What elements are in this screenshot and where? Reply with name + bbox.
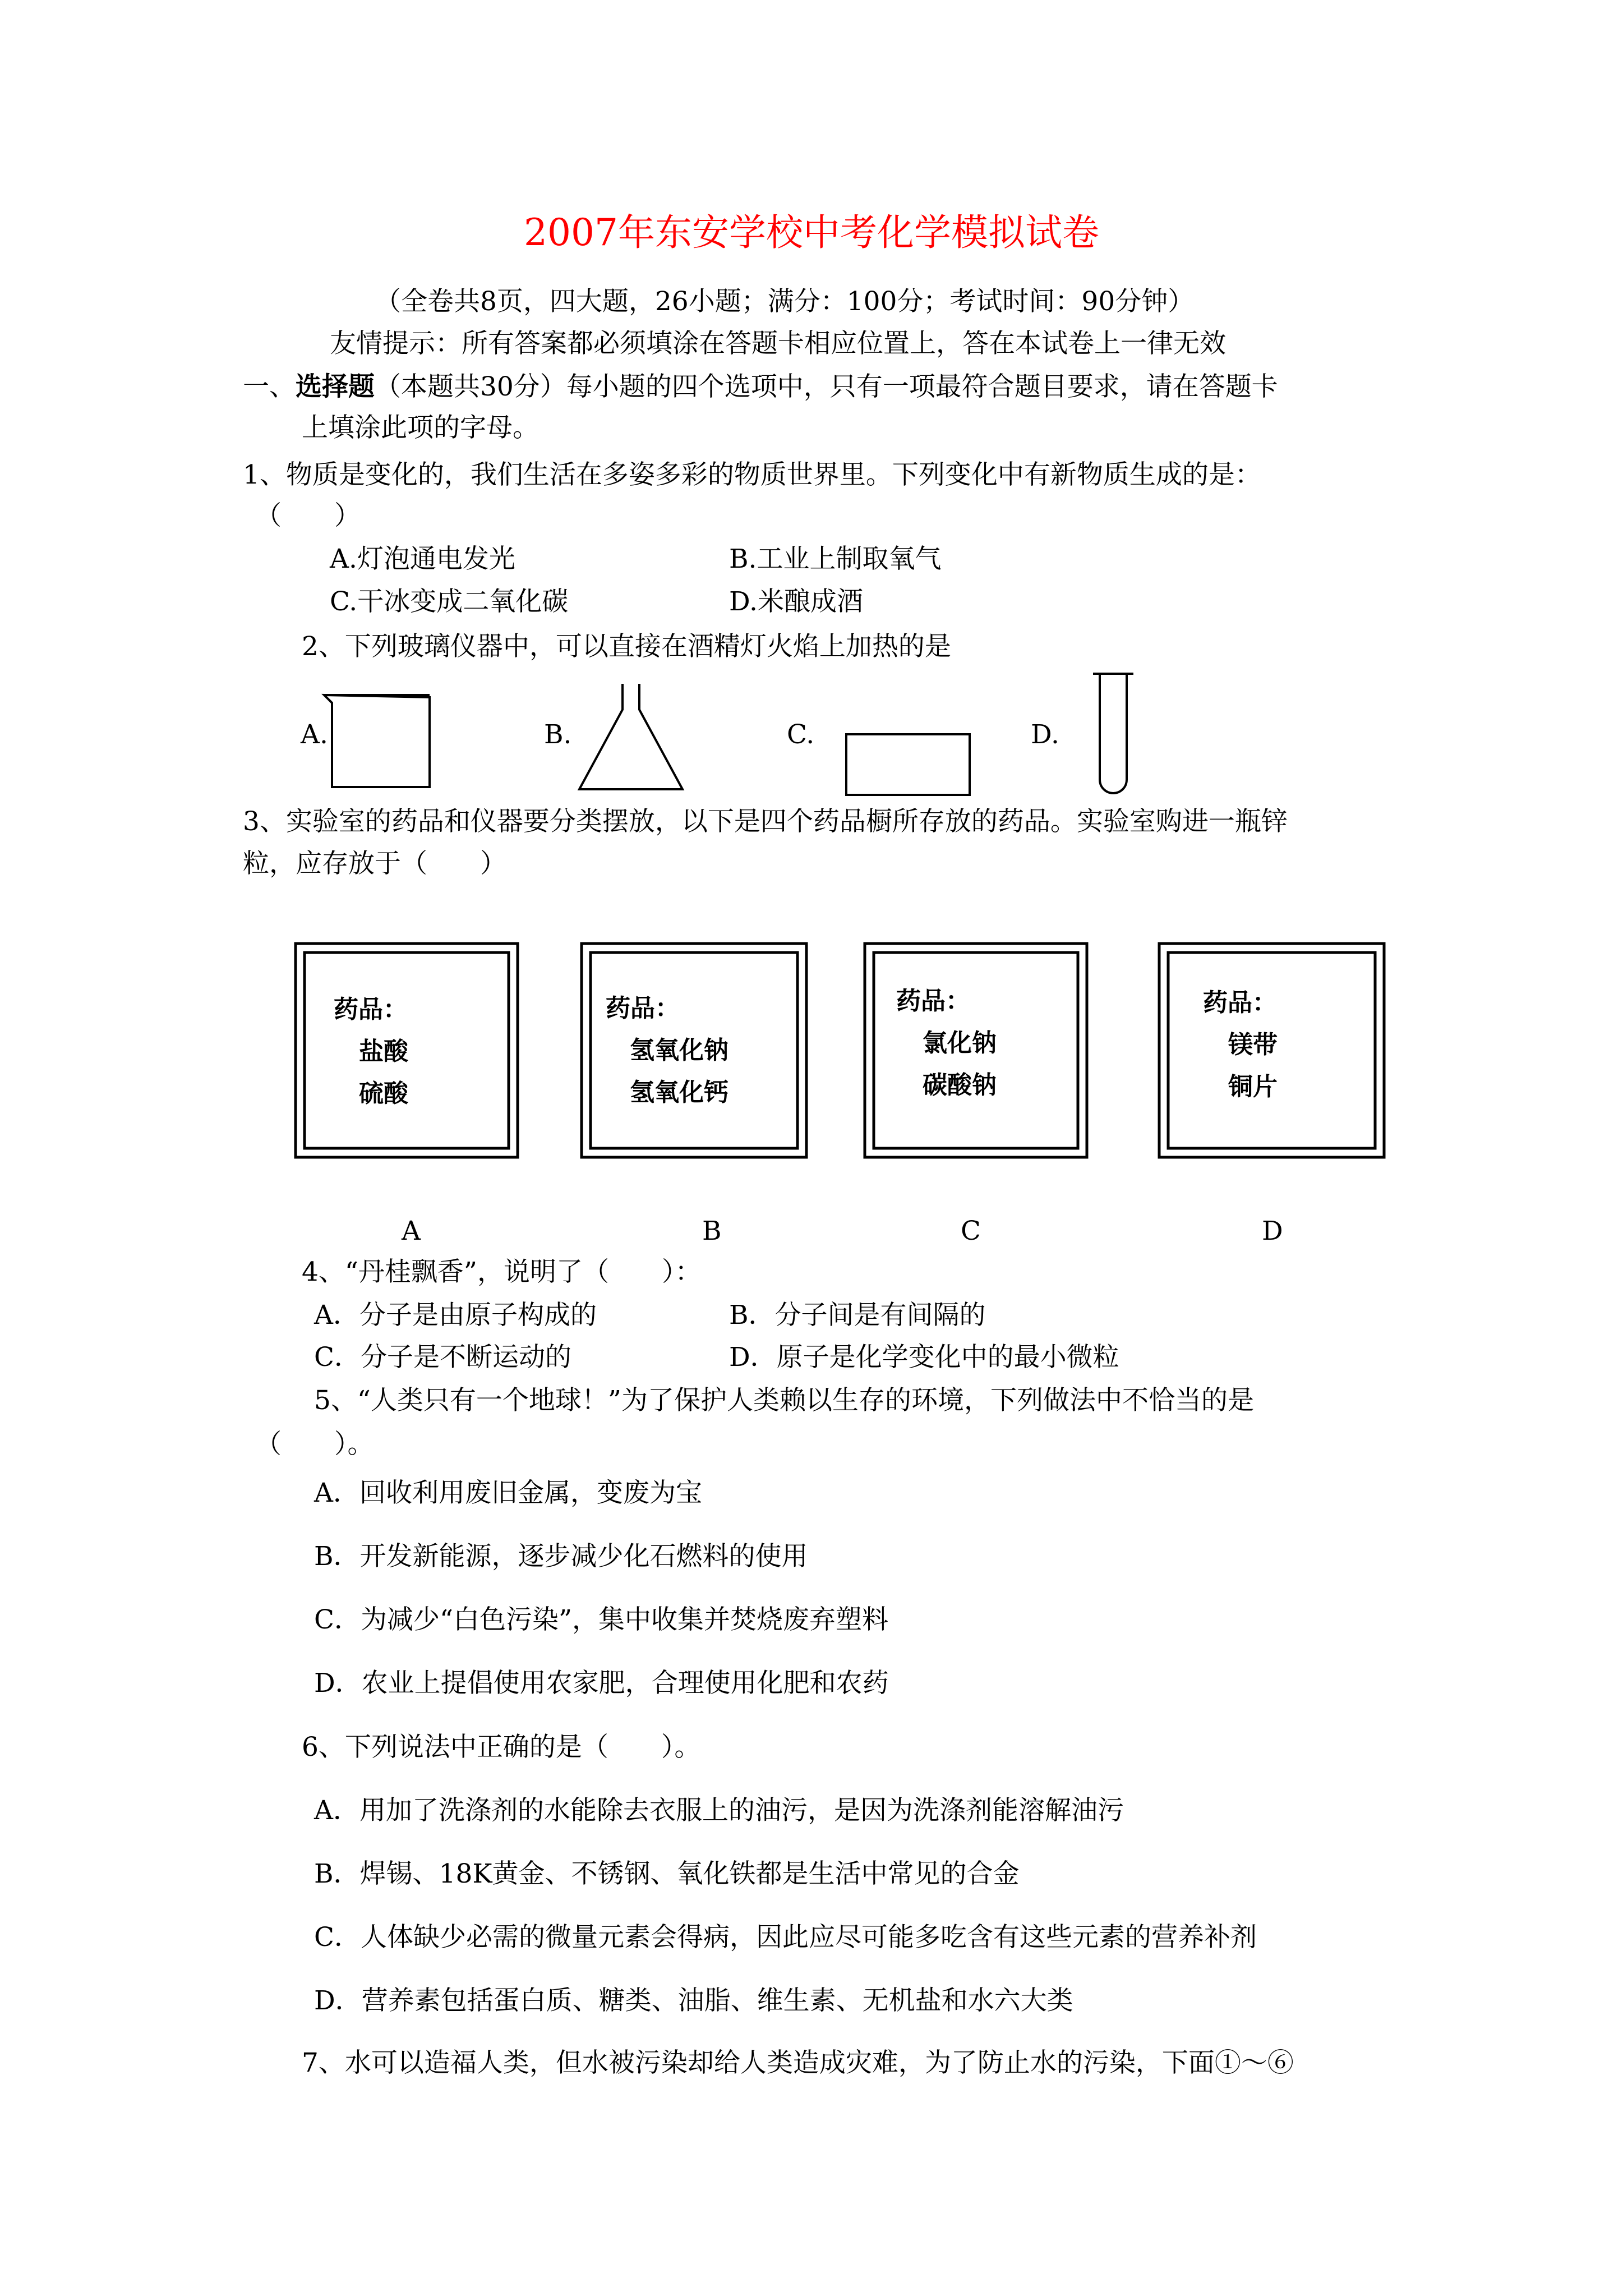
q5-paren: （ ）。 xyxy=(255,1429,374,1460)
q4-option-d: D．原子是化学变化中的最小微粒 xyxy=(729,1342,1119,1373)
q1-option-b: B.工业上制取氧气 xyxy=(729,544,942,574)
q4-option-a: A．分子是由原子构成的 xyxy=(314,1300,597,1331)
q2-label-a: A. xyxy=(301,719,328,750)
q2-label-d: D. xyxy=(1031,719,1059,750)
q1-option-c: C.干冰变成二氧化碳 xyxy=(330,586,569,617)
q6-option-d: D．营养素包括蛋白质、糖类、油脂、维生素、无机盐和水六大类 xyxy=(314,1985,1073,2016)
conical-flask-icon xyxy=(575,682,687,794)
q4-stem: 4、“丹桂飘香”，说明了（ ）： xyxy=(302,1257,702,1287)
cabinet-a-heading: 药品： xyxy=(334,995,408,1024)
q2-stem: 2、下列玻璃仪器中，可以直接在酒精灯火焰上加热的是 xyxy=(302,631,951,662)
q1-paren: （ ） xyxy=(255,500,361,531)
q5-option-d: D．农业上提倡使用农家肥，合理使用化肥和农药 xyxy=(314,1668,889,1699)
q5-stem: 5、“人类只有一个地球！”为了保护人类赖以生存的环境，下列做法中不恰当的是 xyxy=(314,1385,1254,1416)
q4-option-c: C．分子是不断运动的 xyxy=(314,1342,571,1373)
cabinet-d-item: 镁带 xyxy=(1228,1030,1278,1059)
cabinet-d-item: 铜片 xyxy=(1228,1073,1278,1101)
page-title: 2007年东安学校中考化学模拟试卷 xyxy=(524,211,1099,254)
cabinet-c-item: 氯化钠 xyxy=(923,1029,997,1057)
cabinet-b-item: 氢氧化钠 xyxy=(630,1036,728,1065)
cabinet-a-item: 盐酸 xyxy=(359,1037,408,1066)
q7-stem: 7、水可以造福人类，但水被污染却给人类造成灾难，为了防止水的污染，下面①～⑥ xyxy=(302,2047,1294,2078)
cabinet-c-heading: 药品： xyxy=(896,987,970,1015)
q6-option-b: B．焊锡、18K黄金、不锈钢、氧化铁都是生活中常见的合金 xyxy=(314,1858,1020,1889)
exam-tip: 友情提示：所有答案都必须填涂在答题卡相应位置上，答在本试卷上一律无效 xyxy=(330,328,1226,359)
cabinet-b-letter: B xyxy=(702,1216,722,1246)
q1-option-a: A.灯泡通电发光 xyxy=(330,544,515,574)
beaker-icon xyxy=(320,693,432,791)
q1-stem: 1、物质是变化的，我们生活在多姿多彩的物质世界里。下列变化中有新物质生成的是： xyxy=(243,459,1261,490)
cabinet-d-heading: 药品： xyxy=(1203,988,1277,1017)
cabinet-a-letter: A xyxy=(402,1216,421,1246)
section1-desc2: 上填涂此项的字母。 xyxy=(302,412,539,443)
q3-stem-line1: 3、实验室的药品和仪器要分类摆放，以下是四个药品橱所存放的药品。实验室购进一瓶锌 xyxy=(243,806,1288,837)
q1-option-d: D.米酿成酒 xyxy=(729,586,863,617)
cabinet-c-item: 碳酸钠 xyxy=(923,1071,997,1099)
cabinet-d-letter: D xyxy=(1262,1216,1283,1246)
test-tube-icon xyxy=(1091,670,1136,802)
section1-label: 一、 xyxy=(243,371,296,402)
cabinet-a-item: 硫酸 xyxy=(359,1079,408,1108)
q6-stem: 6、下列说法中正确的是（ ）。 xyxy=(302,1732,701,1763)
q3-stem-line2: 粒，应存放于（ ） xyxy=(243,848,506,879)
q5-option-b: B．开发新能源，逐步减少化石燃料的使用 xyxy=(314,1541,808,1572)
section1-heading xyxy=(243,370,1278,404)
q2-label-b: B. xyxy=(544,719,572,750)
section1-desc1: （本题共30分）每小题的四个选项中，只有一项最符合题目要求，请在答题卡 xyxy=(375,371,1278,402)
q6-option-c: C．人体缺少必需的微量元素会得病，因此应尽可能多吃含有这些元素的营养补剂 xyxy=(314,1922,1257,1953)
rectangle-dish-icon xyxy=(844,732,976,799)
q5-option-a: A．回收利用废旧金属，变废为宝 xyxy=(314,1478,702,1508)
q5-option-c: C．为减少“白色污染”，集中收集并焚烧废弃塑料 xyxy=(314,1604,889,1635)
cabinet-b-item: 氢氧化钙 xyxy=(630,1078,728,1107)
cabinet-c-letter: C xyxy=(961,1216,981,1246)
exam-info: （全卷共8页，四大题，26小题；满分：100分；考试时间：90分钟） xyxy=(375,286,1195,317)
section1-name: 选择题 xyxy=(296,371,375,402)
q6-option-a: A．用加了洗涤剂的水能除去衣服上的油污，是因为洗涤剂能溶解油污 xyxy=(314,1795,1124,1826)
q4-option-b: B．分子间是有间隔的 xyxy=(729,1300,986,1331)
q2-label-c: C. xyxy=(787,719,815,750)
cabinet-b-heading: 药品： xyxy=(606,994,680,1023)
